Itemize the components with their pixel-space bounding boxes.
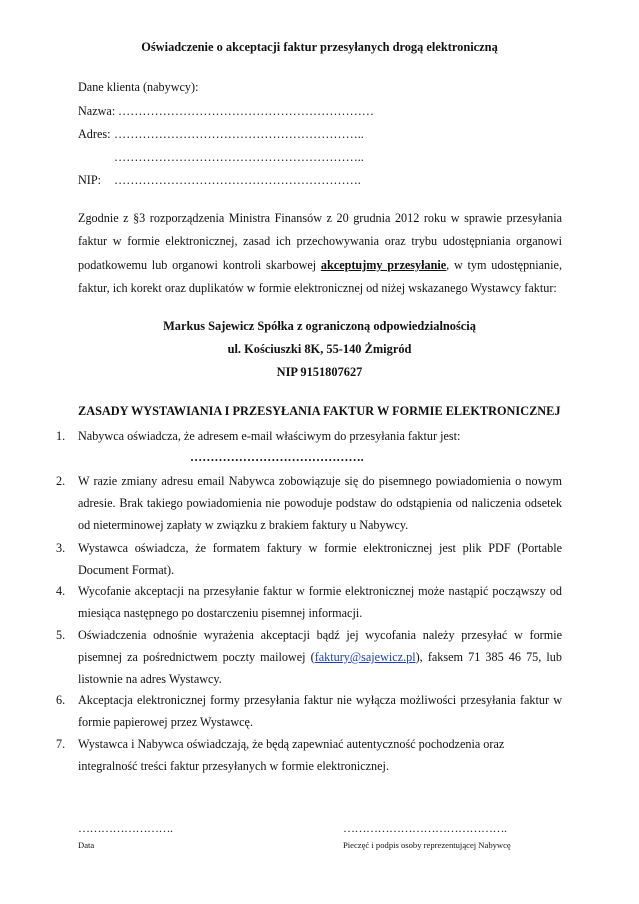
rule-text-after: ), faksem 71 385 46 75, lub listownie na adres Wystawcy. [78,650,562,686]
rule-number: 4. [56,584,66,598]
rule-text [78,733,562,777]
client-heading: Dane klienta (nabywcy): [78,80,199,94]
rule-number: 3. [56,541,66,555]
client-address-field[interactable]: …………………………………………………….. [114,127,364,141]
client-nip-label: NIP: [78,173,102,187]
rule-text: Wystawca oświadcza, że formatem faktury w formie elektronicznej jest plik PDF (Portable Document Format). [78,541,562,577]
intro-emphasis: akceptujmy przesyłanie [320,257,447,272]
rule-number: 6. [56,693,66,707]
rule-number: 2. [56,474,66,488]
rule-text-before: Oświadczenia odnośnie wyrażenia akceptacji bądź jej wycofania należy przesyłać w formie pisemnej za pośrednictwem poczty mailowej ( [78,628,562,664]
client-name-label: Nazwa: [78,104,116,118]
client-name-field[interactable]: ……………………………………………………… [118,104,374,118]
rule-text-line-2: integralność treści faktur przesyłanych w formie elektronicznej. [78,759,389,773]
rule-text-line-1: Wystawca i Nabywca oświadczają, że będą zapewniać autentyczność pochodzenia oraz [78,737,505,751]
intro-text-before: Zgodnie z §3 rozporządzenia Ministra Finansów z 20 grudnia 2012 roku w sprawie przesyłania faktur w formie elektronicznej, zasad ich przechowywania oraz trybu udostępniania organowi podatkowemu lub organowi kontroli skarbowej [78,211,562,272]
signature-field[interactable]: ……………………………………. [343,821,507,835]
signature-label: Pieczęć i podpis osoby reprezentującej Nabywcę [343,840,511,850]
intro-paragraph [78,207,562,301]
seller-address: ul. Kościuszki 8K, 55-140 Żmigród [227,342,412,356]
rules-heading: ZASADY WYSTAWIANIA I PRZESYŁANIA FAKTUR W FORMIE ELEKTRONICZNEJ [78,404,561,418]
seller-name: Markus Sajewicz Spółka z ograniczoną odpowiedzialnością [163,319,476,333]
rule-number: 1. [56,429,66,443]
rule-text: Akceptacja elektronicznej formy przesyłania faktur nie wyłącza możliwości przesyłania faktur w formie papierowej przez Wystawcę. [78,693,562,729]
buyer-email-field[interactable]: ……………………………………. [190,450,364,464]
client-nip-field[interactable]: ……………………………………………………. [114,173,361,187]
seller-nip: NIP 9151807627 [276,365,363,379]
date-field[interactable]: ……………………. [78,821,173,835]
intro-text-after: , w tym udostępnianie, faktur, ich korekt oraz duplikatów w formie elektronicznej od niżej wskazanego Wystawcy faktur: [78,257,562,296]
client-address-label: Adres: [78,127,111,141]
rule-number: 5. [56,628,66,642]
rule-text: Wycofanie akceptacji na przesyłanie faktur w formie elektronicznej może nastąpić począwszy od miesiąca następnego po dostarczeniu pisemnej informacji. [78,584,562,620]
document-title: Oświadczenie o akceptacji faktur przesyłanych drogą elektroniczną [141,40,498,54]
rule-text: W razie zmiany adresu email Nabywca zobowiązuje się do pisemnego powiadomienia o nowym adresie. Brak takiego powiadomienia nie powoduje podstaw do odstąpienia od naliczenia odsetek od nieterminowej zapłaty w związku z brakiem faktury u Nabywcy. [78,474,562,532]
contact-email-link[interactable]: faktury@sajewicz.pl [314,650,416,664]
client-address-field-2[interactable]: …………………………………………………….. [114,150,364,164]
rule-number: 7. [56,737,66,751]
rule-text: Nabywca oświadcza, że adresem e-mail właściwym do przesyłania faktur jest: [78,429,461,443]
rule-text [78,624,562,690]
date-label: Data [78,840,95,850]
